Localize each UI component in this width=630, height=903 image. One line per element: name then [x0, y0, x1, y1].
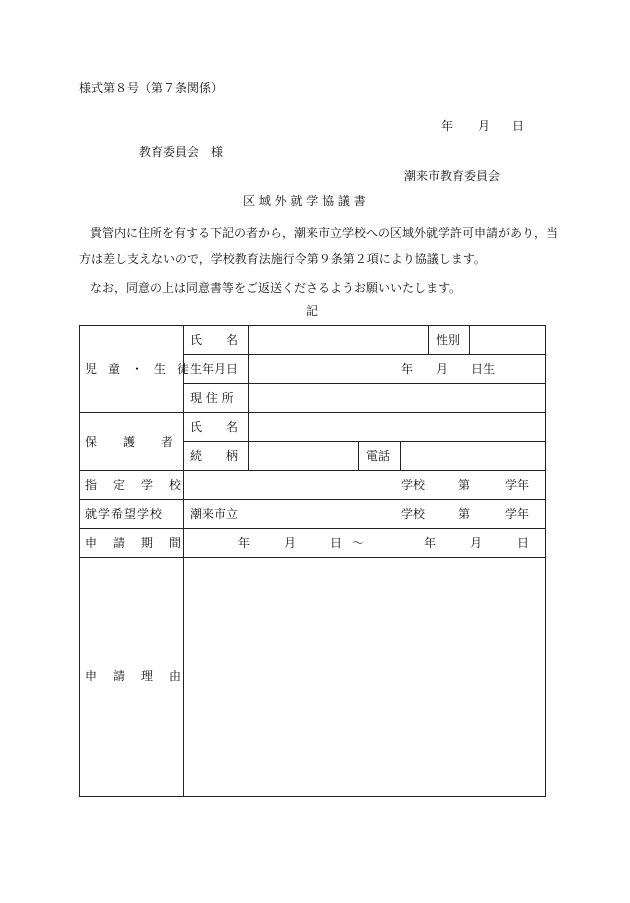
period-label-text: 申請期間	[85, 536, 198, 550]
col-line-gender-left	[428, 325, 429, 355]
period-label	[85, 537, 197, 549]
period-end-month: 月	[470, 536, 483, 550]
birth-label: 生年月日	[190, 362, 239, 376]
row-line-3	[79, 412, 546, 413]
birth-month-label: 月	[436, 362, 449, 376]
period-end-day: 日	[517, 536, 530, 550]
sender: 潮来市教育委員会	[404, 169, 501, 183]
period-start-month: 月	[284, 536, 297, 550]
date-month-label: 月	[478, 119, 491, 133]
paragraph1-line1: 貴管内に住所を有する下記の者から，潮来市立学校への区域外就学許可申請があり，当	[90, 226, 559, 240]
student-label-text: 児童・生徒	[85, 362, 201, 376]
row-line-8	[79, 557, 546, 558]
col-line-sublabel	[248, 325, 249, 471]
document-title: 区 域 外 就 学 協 議 書	[243, 194, 366, 208]
relation-label: 続 柄	[190, 449, 239, 463]
guardian-name-field[interactable]	[250, 414, 544, 440]
desired-grade-prefix: 第	[458, 507, 471, 521]
birth-day-label: 日生	[471, 362, 496, 376]
designated-grade-prefix: 第	[458, 478, 471, 492]
designated-school-label-text: 指定学校	[85, 478, 198, 492]
address-field[interactable]	[250, 385, 544, 411]
form-number: 様式第８号（第７条関係）	[79, 81, 224, 95]
row-line-5	[79, 470, 546, 471]
address-label: 現 住 所	[190, 391, 234, 405]
col-line-phone-right	[400, 441, 401, 471]
designated-school-label	[85, 479, 197, 491]
name-label: 氏 名	[190, 333, 239, 347]
guardian-name-label: 氏 名	[190, 420, 239, 434]
period-end-year: 年	[424, 536, 437, 550]
table-border-top	[79, 325, 546, 326]
desired-school-label	[85, 508, 163, 520]
period-start-day: 日	[330, 536, 343, 550]
table-border-right	[545, 325, 546, 797]
reason-label-text: 申請理由	[85, 669, 198, 683]
row-line-1	[183, 354, 546, 355]
desired-school-field[interactable]	[240, 501, 544, 527]
gender-field[interactable]	[471, 327, 544, 353]
reason-field[interactable]	[185, 559, 544, 795]
ki-label: 記	[306, 304, 319, 318]
col-line-label	[183, 325, 184, 797]
student-label	[85, 362, 201, 376]
designated-grade-suffix: 学年	[505, 478, 530, 492]
relation-field[interactable]	[250, 443, 357, 469]
gender-label: 性別	[436, 333, 461, 347]
guardian-label-text: 保護者	[85, 435, 200, 449]
designated-school-word: 学校	[401, 478, 426, 492]
birth-field[interactable]	[250, 356, 544, 382]
phone-label: 電話	[366, 449, 391, 463]
col-line-phone-left	[358, 441, 359, 471]
date-year-label: 年	[441, 119, 454, 133]
guardian-label	[85, 435, 200, 449]
paragraph2: なお，同意の上は同意書等をご返送くださるようお願いいたします。	[90, 281, 462, 295]
table-border-left	[79, 325, 80, 797]
col-line-gender-right	[469, 325, 470, 355]
reason-label	[85, 670, 197, 682]
period-tilde: 〜	[352, 536, 365, 550]
addressee: 教育委員会 様	[139, 145, 224, 159]
table-border-bottom	[79, 796, 546, 797]
row-line-2	[183, 383, 546, 384]
desired-school-word: 学校	[401, 507, 426, 521]
date-day-label: 日	[512, 119, 525, 133]
period-start-year: 年	[238, 536, 251, 550]
designated-school-field[interactable]	[185, 472, 544, 498]
paragraph1-line2: 方は差し支えないので，学校教育法施行令第９条第２項により協議します。	[79, 252, 486, 266]
desired-grade-suffix: 学年	[505, 507, 530, 521]
phone-field[interactable]	[402, 443, 544, 469]
desired-school-value: 潮来市立	[190, 507, 239, 521]
desired-school-label-text: 就学希望学校	[85, 507, 164, 521]
name-field[interactable]	[250, 327, 427, 353]
birth-year-label: 年	[401, 362, 414, 376]
row-line-6	[79, 499, 546, 500]
row-line-4	[183, 441, 546, 442]
row-line-7	[79, 528, 546, 529]
